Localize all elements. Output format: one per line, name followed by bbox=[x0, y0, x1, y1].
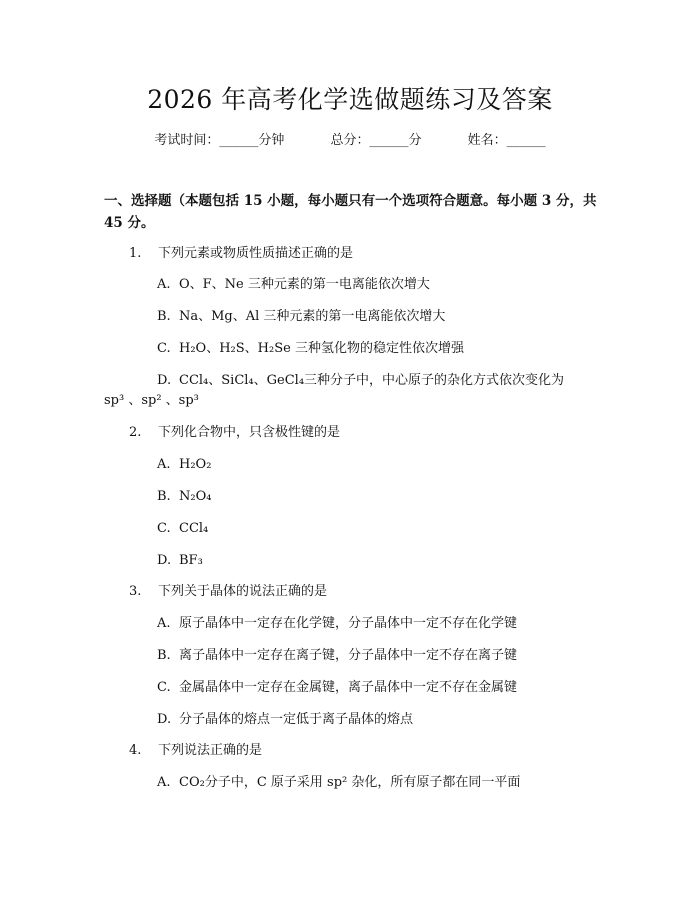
option-text: H₂O₂ bbox=[179, 457, 212, 472]
option-text: H₂O、H₂S、H₂Se 三种氢化物的稳定性依次增强 bbox=[179, 341, 464, 356]
section-heading-line-1: 一、选择题（本题包括 15 小题，每小题只有一个选项符合题意。每小题 3 分，共 bbox=[104, 193, 597, 209]
option-letter: C. bbox=[157, 341, 171, 356]
question-4-option-a bbox=[157, 772, 597, 794]
student-name-label: 姓名：______ bbox=[467, 133, 546, 148]
option-letter: C. bbox=[157, 680, 171, 695]
question-3-stem bbox=[129, 581, 599, 603]
question-number: 3. bbox=[129, 584, 142, 599]
question-text: 下列说法正确的是 bbox=[158, 743, 263, 758]
question-3-option-c bbox=[157, 677, 597, 699]
question-2-option-d bbox=[157, 550, 597, 572]
option-letter: A. bbox=[157, 775, 171, 790]
question-1-option-d-continued: sp³ 、sp² 、sp³ bbox=[104, 393, 199, 408]
option-text: 离子晶体中一定存在离子键，分子晶体中一定不存在离子键 bbox=[179, 648, 518, 663]
section-heading bbox=[104, 190, 604, 234]
option-letter: A. bbox=[157, 277, 171, 292]
option-text: CO₂分子中，C 原子采用 sp² 杂化，所有原子都在同一平面 bbox=[179, 775, 521, 790]
question-1-option-d bbox=[157, 370, 597, 392]
option-text: 分子晶体的熔点一定低于离子晶体的熔点 bbox=[179, 712, 414, 727]
question-number: 1. bbox=[129, 246, 142, 261]
question-3-option-d bbox=[157, 709, 597, 731]
option-letter: D. bbox=[157, 373, 172, 388]
question-1-stem bbox=[129, 243, 599, 265]
option-text: CCl₄ bbox=[179, 521, 209, 536]
question-3-option-a bbox=[157, 613, 597, 635]
option-letter: D. bbox=[157, 553, 172, 568]
question-text: 下列化合物中，只含极性键的是 bbox=[158, 425, 341, 440]
option-letter: B. bbox=[157, 648, 171, 663]
question-1-option-c bbox=[157, 338, 597, 360]
option-text: O、F、Ne 三种元素的第一电离能依次增大 bbox=[179, 277, 430, 292]
option-text: CCl₄、SiCl₄、GeCl₄三种分子中，中心原子的杂化方式依次变化为 bbox=[179, 373, 565, 388]
question-number: 2. bbox=[129, 425, 142, 440]
option-letter: B. bbox=[157, 489, 171, 504]
question-number: 4. bbox=[129, 743, 142, 758]
option-letter: A. bbox=[157, 616, 171, 631]
option-letter: A. bbox=[157, 457, 171, 472]
question-4-stem bbox=[129, 740, 599, 762]
option-text: N₂O₄ bbox=[179, 489, 212, 504]
question-text: 下列元素或物质性质描述正确的是 bbox=[158, 246, 354, 261]
question-text: 下列关于晶体的说法正确的是 bbox=[158, 584, 328, 599]
option-text: BF₃ bbox=[179, 553, 203, 568]
exam-time-label: 考试时间：______分钟 bbox=[154, 133, 285, 148]
question-1-option-a bbox=[157, 274, 597, 296]
section-heading-line-2: 45 分。 bbox=[104, 215, 155, 231]
question-2-option-b bbox=[157, 486, 597, 508]
page-title: 2026 年高考化学选做题练习及答案 bbox=[147, 85, 553, 114]
exam-meta bbox=[0, 130, 700, 152]
option-letter: C. bbox=[157, 521, 171, 536]
option-letter: B. bbox=[157, 309, 171, 324]
option-text: 原子晶体中一定存在化学键，分子晶体中一定不存在化学键 bbox=[179, 616, 518, 631]
question-3-option-b bbox=[157, 645, 597, 667]
question-2-option-a bbox=[157, 454, 597, 476]
question-2-stem bbox=[129, 422, 599, 444]
question-2-option-c bbox=[157, 518, 597, 540]
option-letter: D. bbox=[157, 712, 172, 727]
question-1-option-b bbox=[157, 306, 597, 328]
option-text: Na、Mg、Al 三种元素的第一电离能依次增大 bbox=[179, 309, 446, 324]
total-score-label: 总分：______分 bbox=[330, 133, 422, 148]
option-text: 金属晶体中一定存在金属键，离子晶体中一定不存在金属键 bbox=[179, 680, 518, 695]
